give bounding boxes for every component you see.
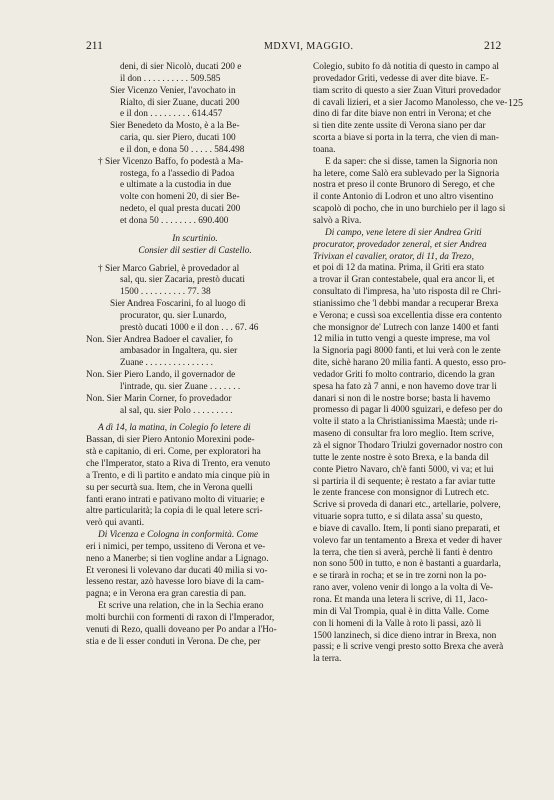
text-line: spesa ha fato zà 7 anni, e non havemo dove trar li	[313, 381, 497, 392]
list-line: il don . . . . . . . . . . 509.585	[120, 73, 221, 84]
candidate-line: procurator, qu. sier Lunardo,	[120, 310, 227, 321]
text-line: si partiria il di sequente; è restato a far aviar tutte	[313, 476, 496, 487]
list-line: Rialto, di sier Zuane, ducati 200	[120, 97, 240, 108]
text-line: rano aver, voleno venir di longo a la volta di Ve-	[313, 583, 493, 594]
text-line: conte Pietro Navaro, ch'è fanti 5000, vi va; et lui	[313, 464, 494, 475]
paragraph-sechia	[86, 601, 304, 648]
text-line: molti burchii con formenti di raxon di l'Imperador,	[86, 612, 275, 623]
text-line: di cavali lizieri, et a sier Jacomo Manolesso, che ve-	[313, 97, 508, 108]
text-line: tutte le zente nostre è soto Brexa, e la banda dil	[313, 452, 489, 463]
text-line: volevo far un tentamento a Brexa et veder di haver	[313, 535, 502, 546]
candidate-line: Non. Sier Andrea Badoer el cavalier, fo	[86, 334, 233, 345]
candidate-line: Zuane . . . . . . . . . . . . . . .	[120, 358, 213, 369]
text-line: Et scrive una relation, che in la Sechia erano	[98, 601, 264, 612]
right-column	[313, 62, 508, 666]
text-line: volte il stato a la Christianissima Maestà; unde ri-	[313, 417, 498, 428]
text-line: non sono 500 in tutto, e non è bastanti a guardarla,	[313, 559, 501, 570]
text-line: Scrive si proveda di danari etc., artellarie, polvere,	[313, 500, 501, 511]
paragraph-campo	[313, 227, 507, 666]
candidate-line: ambasador in Ingaltera, qu. sier	[120, 346, 238, 357]
text-line: A dì 14, la matina, in Colegio fo letere di	[98, 423, 251, 434]
paragraph-vicenza	[86, 530, 304, 601]
list-line: e il don, e dona 50 . . . . . 584.498	[120, 144, 245, 155]
text-line: Et veronesi li volevano dar ducati 40 milia si vo-	[86, 565, 268, 576]
candidate-line: sal, qu. sier Zacaria, prestò ducati	[120, 275, 245, 286]
list-line: e il don . . . . . . . . . 614.457	[120, 109, 223, 120]
candidate-line: Non. Sier Piero Lando, il governador de	[86, 370, 236, 381]
section-subtitle: Consier dil sestier di Castello.	[138, 245, 252, 256]
text-line: danari si non di le nostre borse; basta li havemo	[313, 393, 491, 404]
text-line: E da saper: che si disse, tamen la Signoria non	[325, 156, 498, 167]
candidate-line: † Sier Marco Gabriel, è provedador al	[98, 263, 240, 274]
section-title: In scurtinio.	[172, 233, 218, 244]
text-line: che monsignor de' Lutrech con lanze 1400 et fanti	[313, 322, 499, 333]
text-line: 1500 lanzinech, si dice dieno intrar in Brexa, non	[313, 630, 497, 641]
text-line: tiam scrito di questo a sier Zuan Vituri provedador	[313, 85, 501, 96]
text-line: lesseno restar, azò havesse loro biave di la cam-	[86, 577, 265, 588]
text-line: stà e capitanio, di eri. Come, per exploratori ha	[86, 447, 261, 458]
candidate-line: al sal, qu. sier Polo . . . . . . . . .	[120, 405, 233, 416]
left-page-number: 211	[86, 40, 103, 52]
candidate-line: l'intrade, qu. sier Zuane . . . . . . .	[120, 381, 241, 392]
text-line: nostra et preso il conte Brunoro di Serego, et che	[313, 180, 495, 191]
text-line: verò qui avanti.	[86, 518, 145, 529]
candidate-line: 1500 . . . . . . . . . . 77. 38	[120, 287, 211, 298]
text-line: stia e de lì esser conduti in Verona. De che, per	[86, 636, 261, 647]
text-line: a trovar il Gran contestabele, qual era ancor lì, et	[313, 275, 495, 286]
text-line: Trivixan el cavalier, orator, di 11, da Trezo,	[313, 251, 474, 262]
list-line: et dona 50 . . . . . . . . 690.400	[120, 215, 229, 226]
text-line: consultato di l'impresa, ha 'uto risposta dil re Chri-	[313, 287, 501, 298]
text-line: e biave di cavallo. Item, li ponti siano preparati, et	[313, 523, 500, 534]
text-line: e se tirarà in rocha; et se in tre zorni non la po-	[313, 571, 487, 582]
text-line: su per securtà sua. Item, che in Verona quelli	[86, 482, 253, 493]
text-line: la terra, che tien si averà, perchè li fanti è dentro	[313, 547, 493, 558]
text-line: la Signoria pagi 8000 fanti, et lui verà con le zente	[313, 346, 501, 357]
text-line: e Verona; e cussì soa excellentia disse era contento	[313, 310, 502, 321]
election-list	[86, 62, 304, 228]
text-line: maseno di consultar fra loro meglio. Item scrive,	[313, 429, 494, 440]
left-column	[86, 62, 304, 649]
list-line: deni, di sier Nicolò, ducati 200 e	[120, 62, 242, 72]
text-line: il conte Antonio di Lodron et uno altro visentino	[313, 192, 494, 203]
text-line: passi; e li scrive vengi presto sotto Brexa che averà	[313, 642, 504, 653]
text-line: procurator, provedador zeneral, et sier Andrea	[313, 239, 487, 250]
text-line: promesso di pagar li 4000 sguizari, e defeso per do	[313, 405, 503, 416]
text-line: vituarie sopra tutto, e si dilata assa' su questo,	[313, 512, 483, 523]
text-line: min di Val Trompia, qual è in ditta Valle. Come	[313, 606, 490, 617]
list-line: nedeto, el qual presta ducati 200	[120, 204, 241, 215]
list-line: volte con homeni 20, di sier Be-	[120, 192, 240, 203]
paragraph-bassan	[86, 423, 304, 530]
text-line: Bassan, di sier Piero Antonio Morexini pode-	[86, 435, 255, 446]
margin-column-number: 125	[508, 98, 523, 109]
text-line: con li homeni di la Valle à roto li passi, azò li	[313, 618, 482, 629]
candidate-line: prestò ducati 1000 e il don . . . 67. 46	[120, 322, 259, 333]
text-line: salvò a Riva.	[313, 215, 362, 226]
text-line: Colegio, subito fo dà notitia di questo in campo al	[313, 62, 499, 72]
text-line: scapolò di pocho, che in uno burchielo per il lago si	[313, 204, 506, 215]
text-line: Di campo, vene letere di sier Andrea Griti	[325, 227, 482, 238]
paragraph-colegio	[313, 62, 508, 157]
text-line: dite, sichè harano 20 milia fanti. A questo, esso pro-	[313, 358, 507, 369]
text-line: venuti di Rezo, qualli doveano per Po andar a l'Ho-	[86, 624, 277, 635]
text-line: si tien dite zente ussite di Verona siano per dar	[313, 121, 486, 132]
candidate-line: Non. Sier Marin Corner, fo provedador	[86, 393, 232, 404]
text-line: et poi di 12 da matina. Prima, il Griti era stato	[313, 263, 484, 274]
list-line: Sier Benedeto da Mosto, è a la Be-	[110, 121, 240, 132]
text-line: la terra.	[313, 654, 342, 665]
text-line: stianissimo che 'l debbi mandar a recuperar Brexa	[313, 298, 499, 309]
text-line: fanti erano intrati e pativano molto di vituarie; e	[86, 494, 265, 505]
list-line: e ultimate a la custodia in due	[120, 180, 232, 191]
text-line: scorta a biave si porta in la terra, che vien di man-	[313, 133, 499, 144]
list-line: rostega, fo a l'assedio di Padoa	[120, 168, 235, 179]
text-line: a Trento, e di lì partito e andato mia cinque più in	[86, 470, 270, 481]
text-line: eri i nimici, per tempo, ussiteno di Verona et ve-	[86, 541, 266, 552]
right-page-number: 212	[484, 40, 502, 52]
text-line: dino di far dite biave non entri in Verona; et che	[313, 109, 491, 120]
running-title: MDXVI, MAGGIO.	[264, 41, 354, 52]
text-line: rona. Et manda una letera li scrive, di 11, Jaco-	[313, 594, 488, 605]
text-line: zà el signor Thodaro Triulzi governador nostro con	[313, 441, 503, 451]
list-line: † Sier Vicenzo Baffo, fo podestà a Ma-	[98, 156, 244, 167]
text-line: 12 milia in tutto vengi a queste imprese, ma vol	[313, 334, 491, 345]
text-line: Di Vicenza e Cologna in conformità. Come	[98, 530, 259, 541]
text-line: neno a Manerbe; si tien vogline andar a Lignago.	[86, 553, 269, 564]
text-line: vedador Griti fo molto contrario, dicendo la gran	[313, 369, 495, 380]
candidate-line: Sier Andrea Foscarini, fo al luogo di	[110, 299, 246, 310]
text-line: provedador Griti, vedesse di aver dite biave. E-	[313, 73, 489, 84]
text-line: le zente francese con monsignor di Lutrech etc.	[313, 488, 490, 499]
text-line: che l'Imperator, stato a Riva di Trento, era venuto	[86, 459, 271, 469]
text-line: toana.	[313, 144, 336, 155]
list-line: Sier Vicenzo Venier, l'avochato in	[110, 85, 236, 96]
text-line: ha letere, come Salò era sublevado per la Signoria	[313, 168, 500, 179]
paragraph-salo	[313, 156, 506, 228]
text-line: pagna; e in Verona era gran carestia di pan.	[86, 589, 247, 600]
candidate-list	[86, 264, 304, 418]
list-line: caria, qu. sier Piero, ducati 100	[120, 133, 236, 144]
text-line: altre particularità; la copia di le qual letere scri-	[86, 506, 263, 517]
